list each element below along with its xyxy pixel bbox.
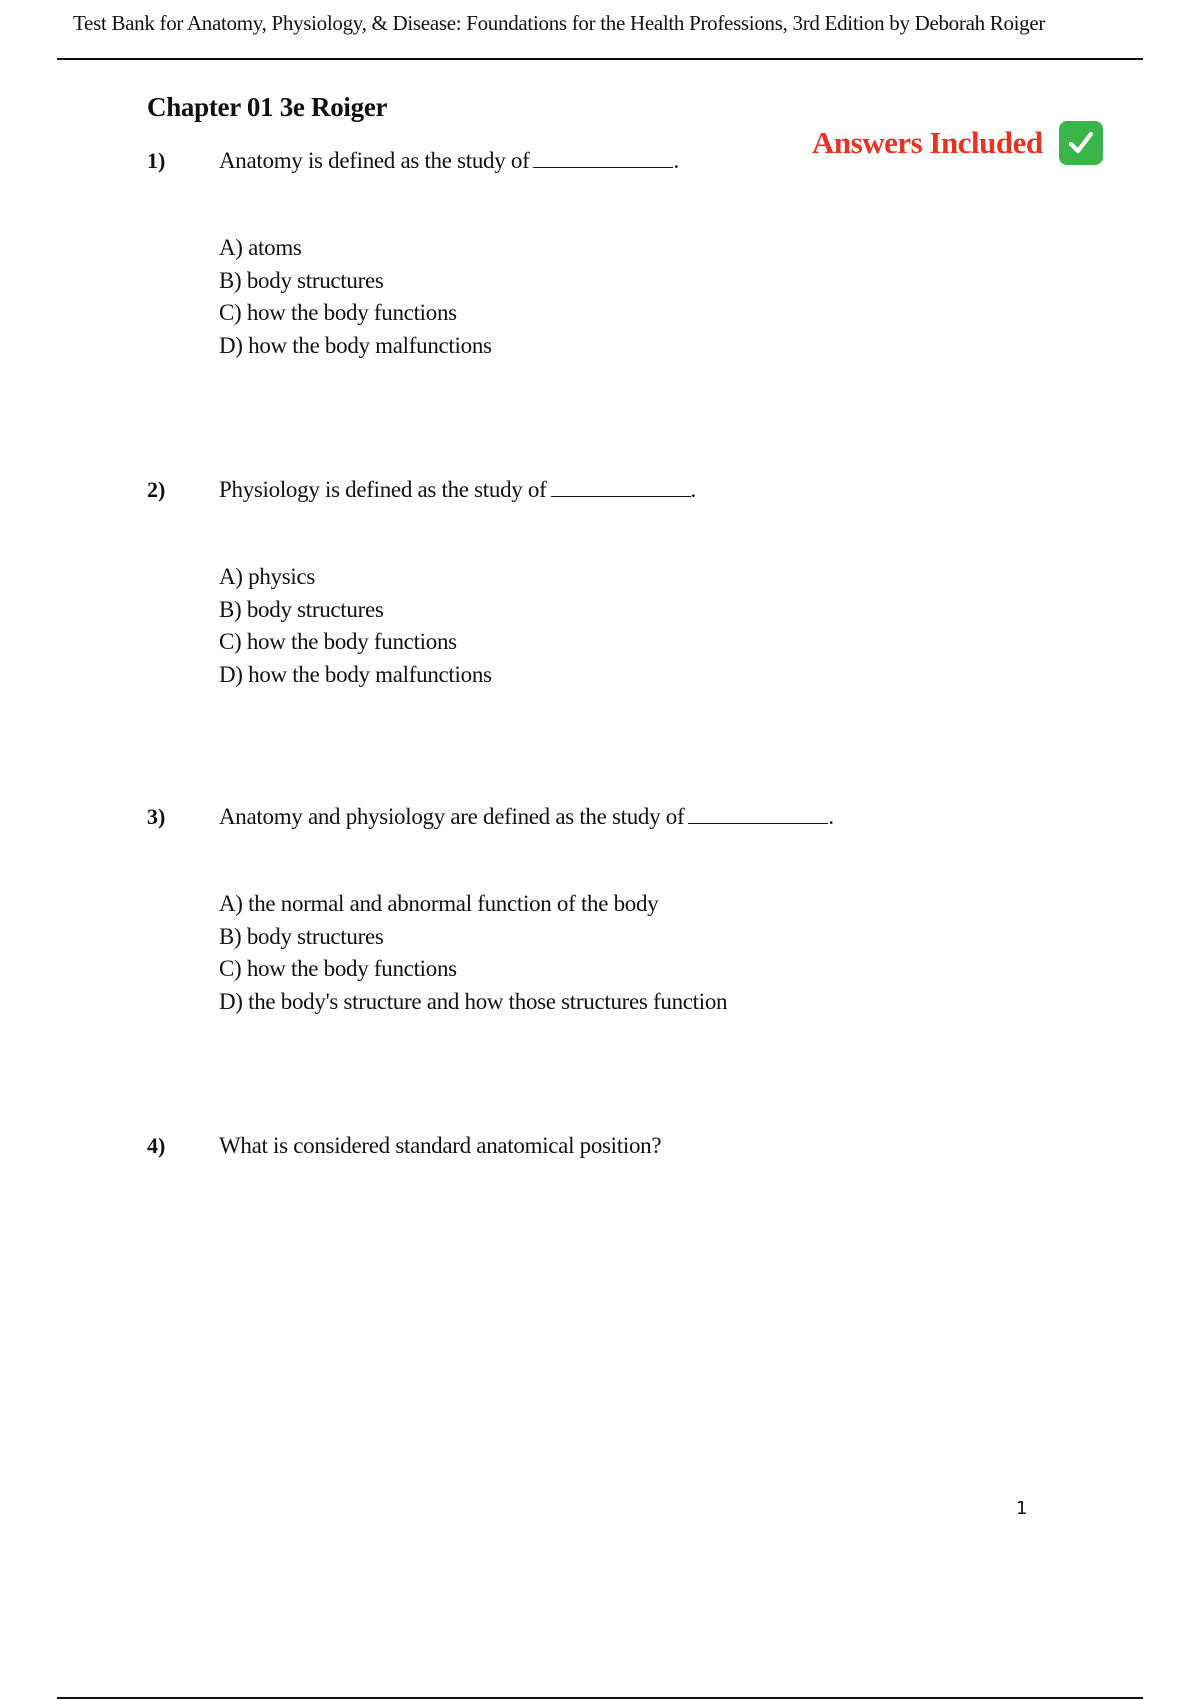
answer-options (219, 561, 492, 691)
answer-blank (688, 805, 828, 824)
question-text-line (219, 804, 834, 830)
question-text: Physiology is defined as the study of (219, 477, 547, 502)
answer-option-b: B) body structures (219, 267, 384, 293)
question-text: What is considered standard anatomical position? (219, 1133, 662, 1158)
chapter-title: Chapter 01 3e Roiger (147, 92, 388, 122)
answer-options (219, 232, 492, 362)
answer-option-a: A) physics (219, 564, 316, 589)
question-text-line (219, 477, 696, 503)
question-number: 1) (147, 148, 166, 173)
answer-blank (551, 478, 691, 497)
answer-option-c: C) how the body functions (219, 629, 457, 654)
answer-option-b: B) body structures (219, 923, 384, 949)
answer-blank (533, 149, 673, 168)
question-suffix: . (673, 148, 679, 173)
answer-option-c: C) how the body functions (219, 300, 457, 325)
question-number: 3) (147, 804, 166, 829)
question-text: Anatomy is defined as the study of (219, 148, 530, 173)
answer-option-a: A) atoms (219, 235, 302, 260)
check-mark-button-icon (1059, 121, 1103, 165)
footer-rule (57, 1697, 1143, 1699)
page-number: 1 (1016, 1498, 1028, 1519)
answer-option-a: A) the normal and abnormal function of the body (219, 891, 659, 916)
question-number: 2) (147, 477, 166, 502)
page-header (57, 0, 1143, 60)
answers-included-text: Answers Included (812, 125, 1043, 160)
answer-option-d: D) the body's structure and how those structures function (219, 988, 728, 1014)
answer-option-d: D) how the body malfunctions (219, 661, 492, 687)
answer-option-c: C) how the body functions (219, 956, 457, 981)
header-title: Test Bank for Anatomy, Physiology, & Disease: Foundations for the Health Professions, 3rd Edition by Deborah Roiger (73, 11, 1046, 35)
question-suffix: . (690, 477, 696, 502)
answer-option-d: D) how the body malfunctions (219, 332, 492, 358)
question-text: Anatomy and physiology are defined as the study of (219, 804, 685, 829)
answers-included-badge (812, 121, 1103, 165)
question-suffix: . (828, 804, 834, 829)
question-text-line (219, 1133, 661, 1159)
answer-option-b: B) body structures (219, 596, 384, 622)
answer-options (219, 888, 727, 1018)
question-number: 4) (147, 1133, 166, 1158)
question-text-line (219, 148, 679, 174)
